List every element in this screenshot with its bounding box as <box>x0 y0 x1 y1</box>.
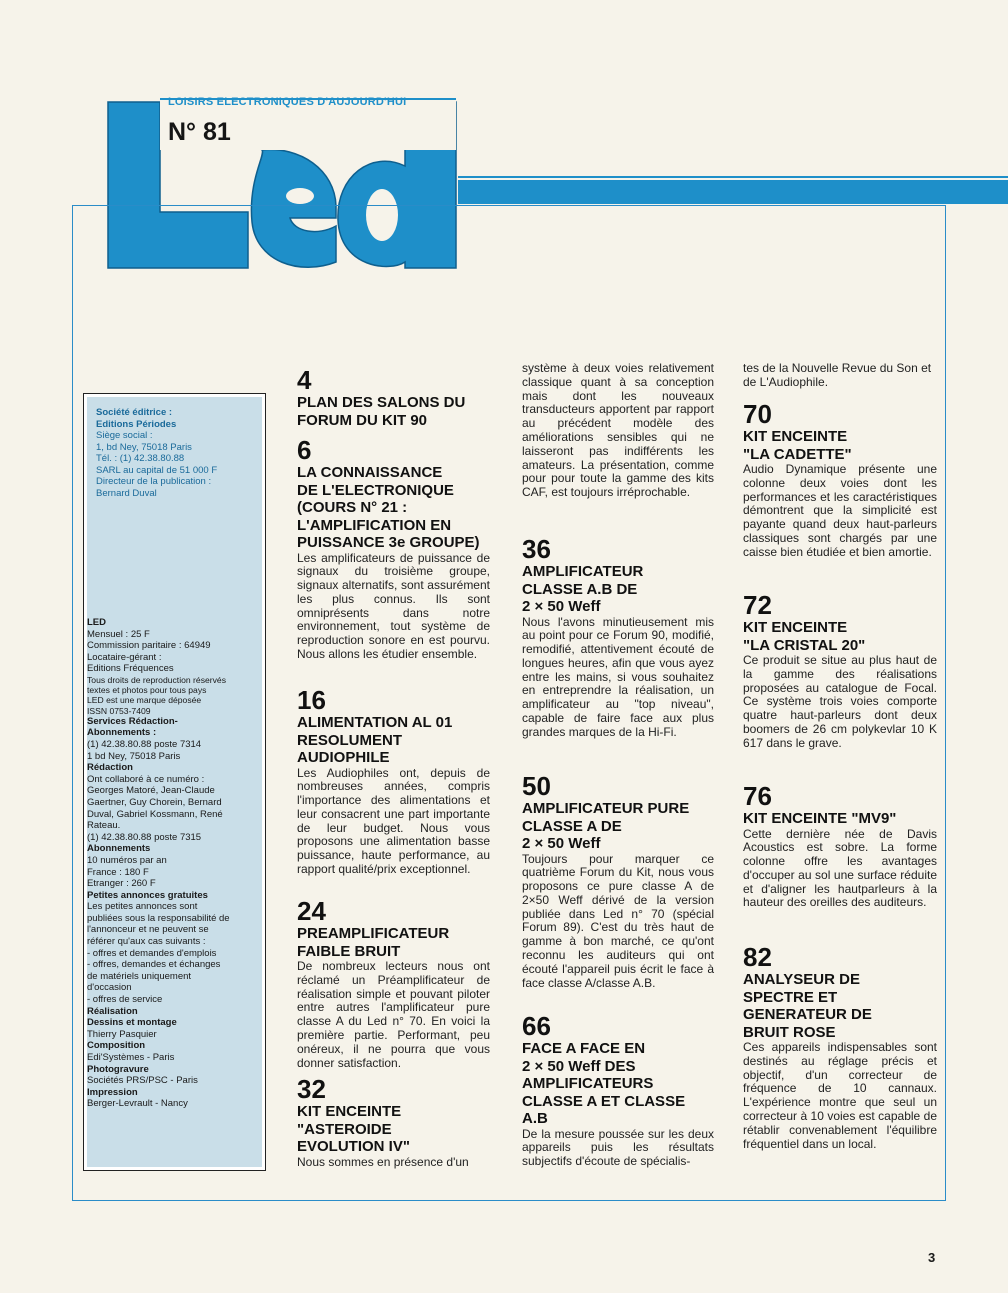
article-summary: Ces appareils indispensables sont destinés au réglage précis et objectif, d'un correcteur de fréquence de 10 cannaux. L'expérience montre que seul un correcteur à 10 voies est capable de rétablir convenablement l'équilibre fréquentiel dans un local. <box>743 1040 937 1151</box>
colophon-line: l'annonceur et ne peuvent se <box>87 924 209 936</box>
title-line: LA CONNAISSANCE <box>297 464 443 481</box>
article-summary: Ce produit se situe au plus haut de la gamme des réalisations proposées au catalogue de Focal. Ce système trois voies comporte quatre haut-parleurs dont deux boomers de 26 cm polykevlar 10 K 617 dans le grave. <box>743 653 937 750</box>
page-ref: 16 <box>297 685 326 715</box>
page-ref: 76 <box>743 781 772 811</box>
toc-entry-4 <box>297 366 490 429</box>
article-32-continuation: système à deux voies relativement classique quant à sa conception mais dont les nouveaux transducteurs apportent par rapport au précédent modèle des améliorations sensibles qui ne laisseront pas indifférents les amateurs. La présentation, comme pour pour toute la gamme des kits CAF, est toujours irréprochable. <box>522 361 714 500</box>
issue-number: N° 81 <box>168 118 231 146</box>
title-line: (COURS N° 21 : <box>297 499 408 516</box>
page-number: 3 <box>928 1250 936 1265</box>
article-summary: De la mesure poussée sur les deux appareils puis les résultats subjectifs d'écoute de spécialis- <box>522 1126 714 1169</box>
page-ref: 32 <box>297 1074 326 1104</box>
colophon-line: Locataire-gérant : <box>87 651 162 663</box>
title-line: EVOLUTION IV" <box>297 1138 410 1155</box>
toc-entry-32 <box>297 1075 490 1169</box>
colophon-line: référer qu'aux cas suivants : <box>87 936 206 948</box>
title-line: PUISSANCE 3e GROUPE) <box>297 534 480 551</box>
article-title <box>522 563 714 616</box>
colophon-info <box>87 617 264 1110</box>
title-line: DE L'ELECTRONIQUE <box>297 481 454 499</box>
title-line: 2 × 50 Weff DES <box>522 1057 636 1075</box>
colophon-line: Abonnements <box>87 843 151 855</box>
colophon-line: Duval, Gabriel Kossmann, René <box>87 808 223 820</box>
tagline: LOISIRS ELECTRONIQUES D'AUJOURD'HUI <box>168 96 407 108</box>
title-line: 2 × 50 Weff <box>522 835 601 852</box>
article-title <box>297 1103 490 1156</box>
colophon-line: France : 180 F <box>87 866 149 878</box>
colophon-line: 1 bd Ney, 75018 Paris <box>87 750 181 762</box>
article-summary: Audio Dynamique présente une colonne deux voies dont les performances et les caractéristiques démontrent que la simplicité est payante quand deux haut-parleurs classiques sont chargés par une caisse bien étudiée et bien amortie. <box>743 462 937 559</box>
title-line: GENERATEUR DE <box>743 1006 872 1023</box>
colophon-line: d'occasion <box>87 982 132 994</box>
article-title <box>522 800 714 853</box>
article-summary: Toujours pour marquer ce quatrième Forum du Kit, nous vous proposons ce pure classe A de 2×50 Weff dérivé de la version publiée dans Led n° 70 (spécial Forum 89). C'est du très haut de gamme à bon marché, ce qu'ont reconnu les auditeurs qui ont écouté l'appareil puis écrit le face à face classe A/classe A.B. <box>522 851 714 990</box>
colophon-line: (1) 42.38.80.88 poste 7314 <box>87 738 202 750</box>
title-line: FORUM DU KIT 90 <box>297 411 428 429</box>
article-summary: Les Audiophiles ont, depuis de nombreuses années, compris l'importance des alimentations et leur consacrent une part importante de leur budget. Nous vous proposons une alimentation basse puissance, haute performance, au rapport qualité/prix exceptionnel. <box>297 765 490 877</box>
article-title <box>297 714 490 767</box>
title-line: AMPLIFICATEUR PURE <box>522 800 690 817</box>
title-line: KIT ENCEINTE <box>743 428 848 445</box>
article-title <box>743 971 937 1041</box>
colophon-line: Rateau. <box>87 820 121 832</box>
page-ref: 4 <box>297 365 312 395</box>
title-line: ALIMENTATION AL 01 <box>297 714 453 731</box>
title-line: A.B <box>522 1110 548 1127</box>
colophon-line: Gaertner, Guy Chorein, Bernard <box>87 796 222 808</box>
colophon-line: ISSN 0753-7409 <box>87 705 151 716</box>
colophon-line: Berger-Levrault - Nancy <box>87 1098 188 1110</box>
colophon-line: Etranger : 260 F <box>87 878 156 890</box>
publisher-line: Bernard Duval <box>96 487 157 499</box>
colophon-line: Photogravure <box>87 1063 149 1075</box>
toc-entry-24 <box>297 897 490 1070</box>
colophon-line: Commission paritaire : 64949 <box>87 640 211 652</box>
publisher-line: Société éditrice : <box>96 407 173 418</box>
title-line: "LA CADETTE" <box>743 445 852 463</box>
colophon-line: publiées sous la responsabilité de <box>87 912 230 924</box>
article-title <box>522 1040 714 1128</box>
article-title <box>297 394 490 429</box>
page-ref: 72 <box>743 590 772 620</box>
colophon-line: Impression <box>87 1086 138 1098</box>
publisher-line: 1, bd Ney, 75018 Paris <box>96 441 192 453</box>
toc-entry-16 <box>297 686 490 877</box>
title-line: L'AMPLIFICATION EN <box>297 516 452 534</box>
title-line: AMPLIFICATEURS <box>522 1075 654 1092</box>
page-ref: 50 <box>522 771 551 801</box>
colophon-line: LED est une marque déposée <box>87 695 202 706</box>
title-line: KIT ENCEINTE "MV9" <box>743 810 897 827</box>
colophon-line: de matériels uniquement <box>87 970 192 982</box>
colophon-line: - offres, demandes et échanges <box>87 959 221 971</box>
title-line: PREAMPLIFICATEUR <box>297 925 450 942</box>
publisher-line: Editions Périodes <box>96 418 177 430</box>
title-line: KIT ENCEINTE <box>743 619 848 636</box>
article-title <box>743 810 937 828</box>
title-line: AUDIOPHILE <box>297 749 390 766</box>
title-line: FACE A FACE EN <box>522 1040 646 1057</box>
toc-entry-72 <box>743 591 937 751</box>
colophon-line: Les petites annonces sont <box>87 901 198 913</box>
colophon-line: Mensuel : 25 F <box>87 628 150 640</box>
title-line: ANALYSEUR DE <box>743 971 860 988</box>
article-summary: Nous l'avons minutieusement mis au point pour ce Forum 90, modifié, remodifié, attentivement écouté de longues heures, afin que vous ayez entre les mains, si vous souhaitez en entreprendre la réalisation, un amplificateur au "top niveau", capable de faire face aux plus grandes marques de la Hi-Fi. <box>522 614 714 739</box>
colophon-line: (1) 42.38.80.88 poste 7315 <box>87 831 202 843</box>
article-summary: Cette dernière née de Davis Acoustics est sobre. La forme colonne offre les avantages d'occuper au sol une surface réduite et d'aligner les hautparleurs à la hauteur des oreilles des auditeurs. <box>743 826 937 910</box>
toc-entry-66 <box>522 1012 714 1169</box>
title-line: CLASSE A.B DE <box>522 580 638 598</box>
toc-entry-50 <box>522 772 714 990</box>
colophon-line: Dessins et montage <box>87 1017 177 1029</box>
page-ref: 6 <box>297 435 312 465</box>
article-66-continuation: tes de la Nouvelle Revue du Son et de L'Audiophile. <box>743 361 932 389</box>
page-ref: 36 <box>522 534 551 564</box>
title-line: PLAN DES SALONS DU <box>297 394 466 411</box>
colophon-line: Tous droits de reproduction réservés <box>87 674 227 685</box>
title-line: RESOLUMENT <box>297 731 402 749</box>
article-summary: De nombreux lecteurs nous ont réclamé un Préamplificateur de réalisation simple et pouvant piloter entre autres l'amplificateur pure classe A du Led n° 70. En voici la première partie. Performant, peu onéreux, il ne pourra que vous donner satisfaction. <box>297 959 490 1070</box>
colophon-line: - offres de service <box>87 994 163 1006</box>
title-line: CLASSE A DE <box>522 817 622 835</box>
title-line: "ASTEROIDE <box>297 1120 392 1138</box>
colophon-line: LED <box>87 617 106 628</box>
publisher-line: Tél. : (1) 42.38.80.88 <box>96 453 185 464</box>
title-line: CLASSE A ET CLASSE <box>522 1092 686 1110</box>
title-line: 2 × 50 Weff <box>522 598 601 615</box>
article-summary: Les amplificateurs de puissance de signaux du troisième groupe, signaux alternatifs, sont assurément les plus connus. Ils sont omniprésents dans notre environnement, tout système de reproduction sonore en est pourvu. Nous allons les étudier ensemble. <box>297 550 490 662</box>
toc-entry-82 <box>743 943 937 1151</box>
toc-entry-6 <box>297 436 490 662</box>
colophon-line: Composition <box>87 1040 146 1052</box>
colophon-line: Abonnements : <box>87 727 157 739</box>
page-ref: 24 <box>297 896 326 926</box>
title-line: FAIBLE BRUIT <box>297 942 401 960</box>
colophon-line: 10 numéros par an <box>87 854 167 866</box>
toc-entry-36 <box>522 535 714 740</box>
colophon-line: - offres et demandes d'emplois <box>87 947 217 959</box>
title-line: BRUIT ROSE <box>743 1023 836 1041</box>
article-title <box>297 925 490 960</box>
article-title <box>743 428 937 463</box>
colophon-line: Editions Fréquences <box>87 663 174 675</box>
publisher-line: Directeur de la publication : <box>96 476 212 487</box>
page-ref: 82 <box>743 942 772 972</box>
colophon-line: textes et photos pour tous pays <box>87 685 207 696</box>
colophon-line: Ont collaboré à ce numéro : <box>87 773 205 785</box>
colophon-line: Thierry Pasquier <box>87 1028 157 1040</box>
colophon-line: Sociétés PRS/PSC - Paris <box>87 1075 198 1087</box>
colophon-line: Georges Matoré, Jean-Claude <box>87 785 215 797</box>
page-ref: 70 <box>743 399 772 429</box>
title-line: KIT ENCEINTE <box>297 1103 402 1120</box>
colophon-line: Edi'Systèmes - Paris <box>87 1052 175 1063</box>
title-line: "LA CRISTAL 20" <box>743 636 866 654</box>
colophon-line: Rédaction <box>87 762 133 774</box>
title-line: SPECTRE ET <box>743 988 838 1006</box>
page-ref: 66 <box>522 1011 551 1041</box>
title-line: AMPLIFICATEUR <box>522 563 644 580</box>
colophon-sidebar <box>83 393 266 1171</box>
article-title <box>297 464 490 552</box>
article-summary: Nous sommes en présence d'un <box>297 1154 469 1169</box>
publisher-box <box>96 407 261 499</box>
publisher-line: Siège social : <box>96 430 153 441</box>
article-title <box>743 619 937 654</box>
colophon-line: Petites annonces gratuites <box>87 889 208 901</box>
toc-entry-76 <box>743 782 937 910</box>
colophon-line: Services Rédaction- <box>87 715 178 727</box>
toc-entry-70 <box>743 400 937 560</box>
publisher-line: SARL au capital de 51 000 F <box>96 464 218 476</box>
colophon-line: Réalisation <box>87 1005 138 1017</box>
